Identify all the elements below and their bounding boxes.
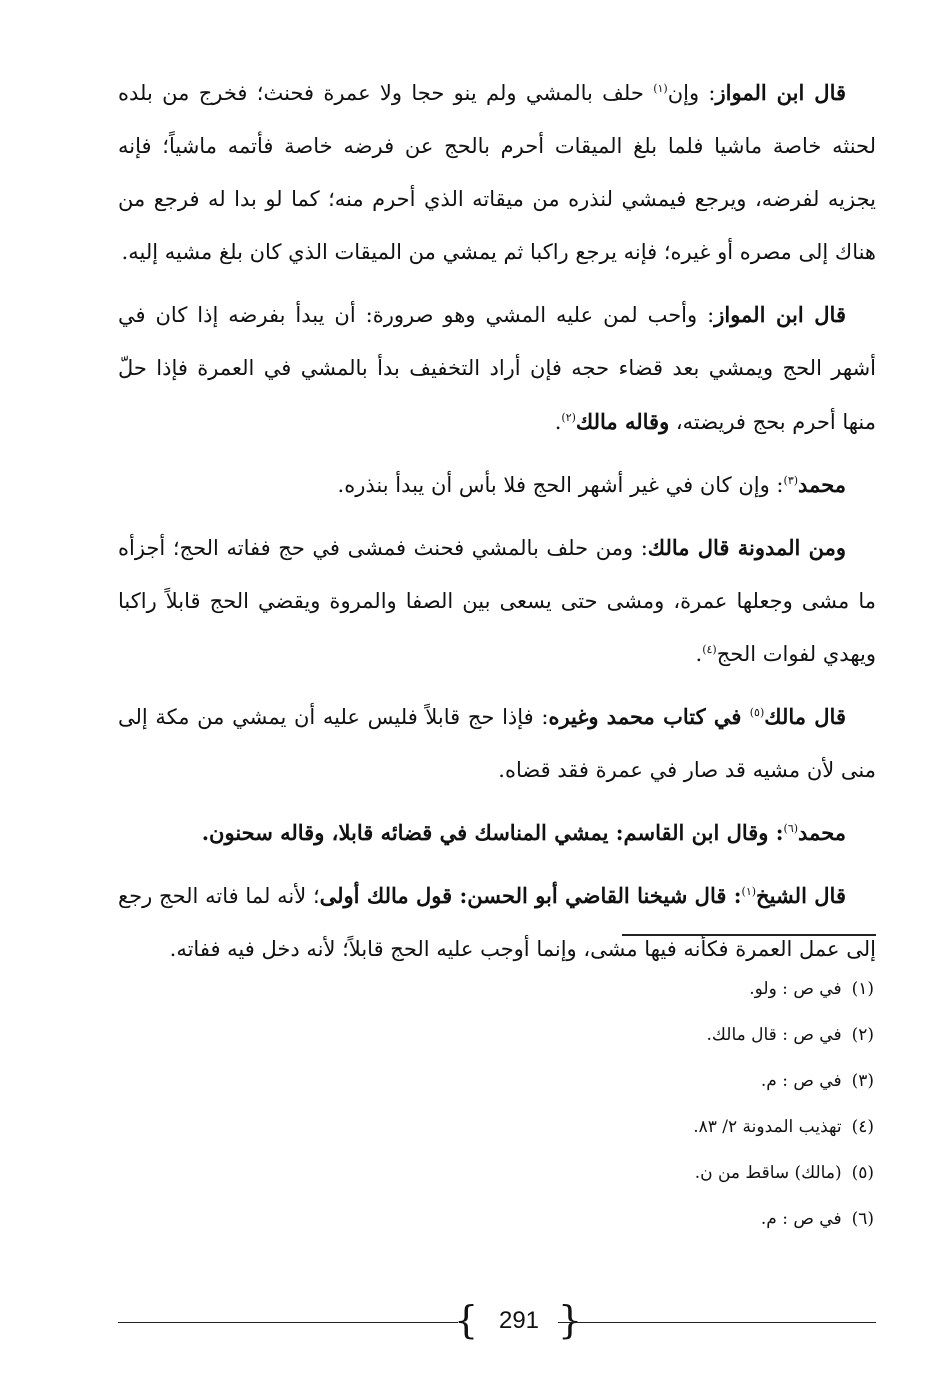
footnote-item	[118, 1012, 876, 1058]
footnote-item	[118, 1150, 876, 1196]
bold-text-run: : قال شيخنا القاضي أبو الحسن: قول مالك أولى	[319, 883, 742, 908]
footer-rule-right	[558, 1322, 876, 1323]
footnote-text: في ص : ولو.	[749, 979, 842, 999]
paragraph	[118, 690, 876, 797]
page-number-bracket-close: }	[558, 1298, 583, 1342]
bold-text-run: : وقال ابن القاسم: يمشي المناسك في قضائه قابلا، وقاله سحنون.	[201, 820, 784, 845]
paragraph	[118, 458, 876, 512]
text-run: ؛ لأنه لما فاته الحج رجع إلى عمل العمرة فكأنه فيها مشى، وإنما أوجب عليه الحج قابلاً؛ لأنه دخل فيه ففاته.	[118, 884, 876, 961]
bold-text-run: في كتاب محمد وغيره	[548, 704, 750, 729]
footnote-marker: (١)	[653, 82, 668, 95]
text-run: : وأحب لمن عليه المشي وهو صرورة: أن يبدأ بفرضه إذا كان في أشهر الحج ويمشي بعد قضاء حجه فإن أراد التخفيف بدأ بالمشي في العمرة فإذا حلّ منها أحرم بحج فريضته،	[118, 303, 876, 434]
text-run: .	[554, 410, 562, 434]
footnote-number: (٥)	[851, 1163, 874, 1183]
footnote-marker: (٣)	[783, 474, 799, 487]
bold-text-run: قال مالك	[764, 704, 846, 729]
bold-text-run: قال الشيخ	[756, 883, 846, 908]
text-run: حلف بالمشي ولم ينو حجا ولا عمرة فحنث؛ فخرج من بلده لحنثه خاصة ماشيا فلما بلغ الميقات أحرم بالحج عن فرضه خاصة فأتمه ماشياً؛ فإنه يجزيه لفرضه، ويرجع فيمشي لنذره من ميقاته الذي أحرم منه؛ كما لو بدا له فرجع من هناك إلى مصره أو غيره؛ فإنه يرجع راكبا ثم يمشي من الميقات الذي كان بلغ مشيه إليه.	[118, 81, 876, 264]
footnote-item	[118, 966, 876, 1012]
footnote-marker: (٤)	[702, 643, 717, 656]
page-number-bracket-open: {	[454, 1298, 479, 1342]
footnote-number: (١)	[851, 979, 874, 999]
footnote-marker: (٦)	[783, 822, 799, 835]
footnote-number: (٢)	[851, 1025, 874, 1045]
text-run: : وإن كان في غير أشهر الحج فلا بأس أن يبدأ بنذره.	[337, 473, 784, 497]
footnote-number: (٦)	[851, 1209, 874, 1229]
footnote-text: في ص : م.	[760, 1071, 842, 1091]
footnotes-list	[118, 966, 876, 1242]
text-run: .	[695, 642, 703, 666]
bold-text-run: وقاله مالك	[575, 409, 670, 434]
paragraph	[118, 806, 876, 860]
bold-text-run: ومن المدونة قال مالك	[647, 535, 846, 560]
paragraph	[118, 288, 876, 449]
page-footer	[118, 1298, 876, 1342]
footnote-marker: (٢)	[561, 411, 576, 424]
text-run: : فإذا حج قابلاً فليس عليه أن يمشي من مكة إلى منى لأن مشيه قد صار في عمرة فقد قضاه.	[118, 705, 876, 782]
footnote-text: في ص : قال مالك.	[706, 1025, 842, 1045]
footnote-separator	[622, 934, 876, 936]
paragraph	[118, 869, 876, 976]
footnote-text: تهذيب المدونة ٢/ ٨٣.	[693, 1117, 842, 1137]
paragraph	[118, 521, 876, 681]
footnote-item	[118, 1196, 876, 1242]
text-run: : وإن	[667, 81, 716, 105]
footnote-marker: (٥)	[749, 706, 765, 719]
text-run: : ومن حلف بالمشي فحنث فمشى في حج ففاته الحج؛ أجزأه ما مشى وجعلها عمرة، ومشى حتى يسعى بين الصفا والمروة ويقضي الحج قابلاً راكبا ويهدي لفوات الحج	[118, 536, 876, 666]
footnote-text: في ص : م.	[760, 1209, 842, 1229]
main-text	[118, 66, 876, 985]
bold-text-run: قال ابن المواز	[715, 80, 847, 105]
footnote-number: (٤)	[851, 1117, 874, 1137]
bold-text-run: محمد	[798, 820, 846, 845]
footnote-marker: (١)	[741, 885, 757, 898]
footnote-item	[118, 1058, 876, 1104]
footnote-number: (٣)	[851, 1071, 874, 1091]
paragraph	[118, 66, 876, 279]
footnote-text: (مالك) ساقط من ن.	[694, 1163, 842, 1183]
bold-text-run: محمد	[798, 472, 846, 497]
footnote-item	[118, 1104, 876, 1150]
footer-rule-left	[118, 1322, 458, 1323]
bold-text-run: قال ابن المواز	[714, 302, 846, 327]
page-number: 291	[498, 1307, 540, 1334]
